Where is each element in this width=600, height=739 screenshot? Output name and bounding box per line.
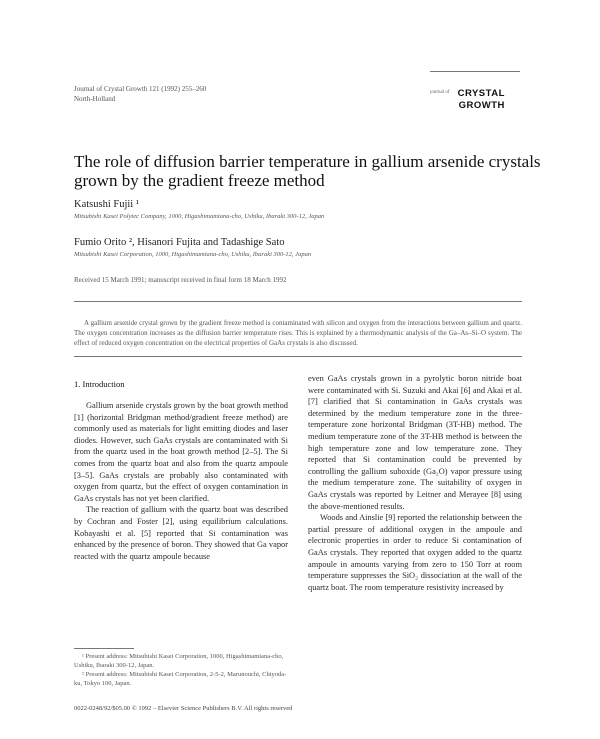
logo-rule [430,71,520,72]
publisher-line: North-Holland [74,95,116,103]
journal-citation [74,84,206,104]
author-names: Katsushi Fujii ¹ [74,199,139,210]
author-affiliation: Mitsubishi Kasei Polytec Company, 1000, Higashimamiana-cho, Ushiku, Ibaraki 300-12, Japan [74,213,325,220]
journal-logo-growth: GROWTH [458,100,505,111]
abstract-bottom-rule [74,356,522,357]
journal-logo-top [430,83,505,101]
abstract-top-rule [74,301,522,302]
body-paragraph: Gallium arsenide crystals grown by the boat growth method [1] (horizontal Bridgman method/gradient freeze method) are commonly used as materials for light emitting diodes and laser diodes. However, such GaAs crystals are contaminated with Si from the quartz used in the boat growth method [2–5]. The Si comes from the quartz boat and also from the quartz ampoule [3–5]. GaAs crystals are probably also contaminated with oxygen from quartz, but the effect of oxygen contamination in GaAs crystals has not yet been clarified. [74,401,288,503]
body-paragraph: even GaAs crystals grown in a pyrolytic boron nitride boat were contaminated with Si. Suzuki and Akai [6] and Akai et al. [7] clarified that Si contamination in GaAs crystals was determined by the medium temperature zone in the three-temperature zone horizontal Bridgman (3T-HB) method. The medium temperature zone of the 3T-HB method is between the high temperature zone and low temperature zone. They reported that Si contamination could be prevented by controlling the gallium suboxide (Ga₂O) vapor pressure using the medium temperature zone. The suitability of oxygen in GaAs crystals was reported by Leitner and Merayee [8] using the above-mentioned results. [308,374,522,511]
footnote: ¹ Present address: Mitsubishi Kasei Corporation, 1000, Higashimamiana-cho, Ushiku, Ibaraki 300-12, Japan. [74,653,284,669]
journal-logo-small: journal of [430,89,450,95]
body-paragraph: Woods and Ainslie [9] reported the relationship between the partial pressure of additional oxygen in the ampoule and electronic properties in order to reduce Si contamination of GaAs crystals. They reported that oxygen added to the quartz ampoule in amounts varying from zero to 150 Torr at room temperature suppresses the SiO₂ dissociation at the wall of the quartz boat. The room temperature resistivity increased by [308,513,522,592]
body-paragraph: The reaction of gallium with the quartz boat was described by Cochran and Foster [2], using equilibrium calculations. Kobayashi et al. [5] reported that Si contamination was enhanced by the presence of boron. They showed that Ga vapor reacted with the quartz ampoule because [74,505,288,561]
journal-volume-line: Journal of Crystal Growth 121 (1992) 255–260 [74,85,207,93]
journal-logo-crystal: CRYSTAL [457,88,505,99]
footnote: ² Present address: Mitsubishi Kasei Corporation, 2-5-2, Marunouchi, Chiyoda-ku, Tokyo 100, Japan. [74,671,287,687]
right-column [308,373,522,593]
left-column [74,400,288,562]
section-heading: 1. Introduction [74,379,125,389]
author-names: Fumio Orito ², Hisanori Fujita and Tadashige Sato [74,237,285,248]
paper-title: The role of diffusion barrier temperature in gallium arsenide crystals grown by the gradient freeze method [74,152,541,190]
abstract: A gallium arsenide crystal grown by the gradient freeze method is contaminated with silicon and oxygen from the interactions between gallium and quartz. The oxygen concentration increases as the diffusion barrier temperature rises. This is explained by a thermodynamic analysis of the Ga–As–Si–O system. The effect of reduced oxygen concentration on the electrical properties of GaAs crystals is also discussed. [74,319,522,347]
author-block-2 [74,237,544,258]
journal-logo [430,83,505,111]
copyright-line: 0022-0248/92/$05.00 © 1992 – Elsevier Science Publishers B.V. All rights reserved [74,705,293,712]
received-dates: Received 15 March 1991; manuscript received in final form 18 March 1992 [74,276,287,284]
author-affiliation: Mitsubishi Kasei Corporation, 1000, Higashimamiana-cho, Ushiku, Ibaraki 300-12, Japan [74,251,312,258]
author-block-1 [74,199,544,220]
footnotes [74,652,288,688]
footnote-rule [74,648,134,649]
